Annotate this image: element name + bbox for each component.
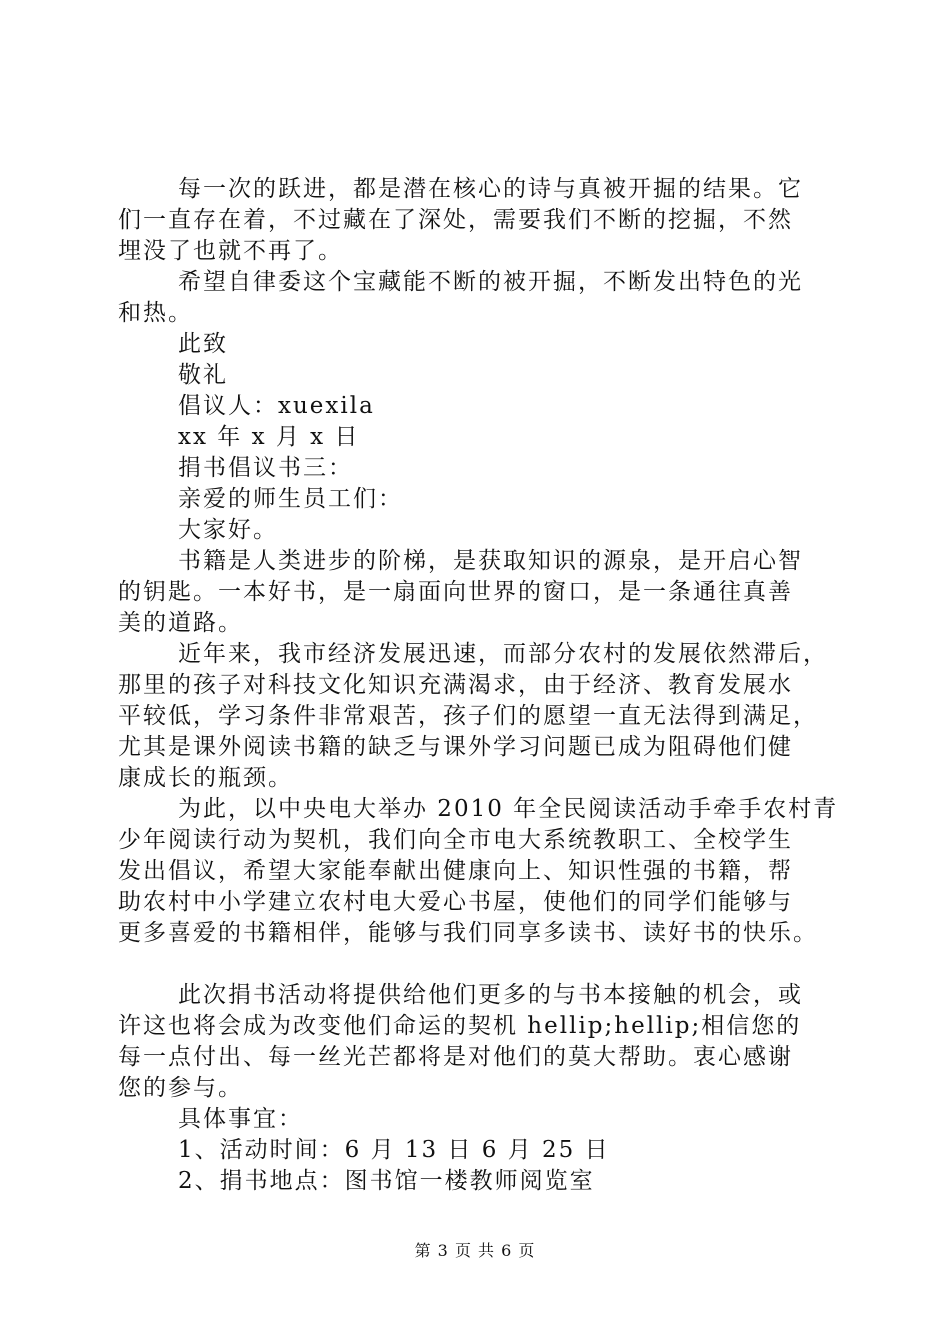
salutation-line: 亲爱的师生员工们： <box>178 486 403 512</box>
section-title: 捐书倡议书三： <box>178 455 353 481</box>
paragraph-line: 发出倡议，希望大家能奉献出健康向上、知识性强的书籍，帮 <box>118 858 793 884</box>
paragraph-line: 美的道路。 <box>118 610 243 636</box>
greeting-line: 大家好。 <box>178 517 278 543</box>
signature-line: 倡议人：xuexila <box>178 393 375 419</box>
paragraph-line: 近年来，我市经济发展迅速，而部分农村的发展依然滞后， <box>178 641 828 667</box>
paragraph-line: 此次捐书活动将提供给他们更多的与书本接触的机会，或 <box>178 982 803 1008</box>
list-item: 1、活动时间：6 月 13 日 6 月 25 日 <box>178 1137 610 1163</box>
closing-line: 此致 <box>178 331 228 357</box>
paragraph-line: 埋没了也就不再了。 <box>118 238 343 264</box>
paragraph-line: 康成长的瓶颈。 <box>118 765 293 791</box>
section-heading: 具体事宜： <box>178 1106 303 1132</box>
paragraph-line: 们一直存在着，不过藏在了深处，需要我们不断的挖掘，不然 <box>118 207 793 233</box>
paragraph-line: 的钥匙。一本好书，是一扇面向世界的窗口，是一条通往真善 <box>118 579 793 605</box>
paragraph-line: 平较低，学习条件非常艰苦，孩子们的愿望一直无法得到满足， <box>118 703 818 729</box>
closing-line: 敬礼 <box>178 362 228 388</box>
date-line: xx 年 x 月 x 日 <box>178 424 360 450</box>
blank-line <box>118 949 838 980</box>
paragraph-line: 那里的孩子对科技文化知识充满渴求，由于经济、教育发展水 <box>118 672 793 698</box>
paragraph-line: 更多喜爱的书籍相伴，能够与我们同享多读书、读好书的快乐。 <box>118 920 818 946</box>
page-number-footer: 第 3 页 共 6 页 <box>414 1241 536 1260</box>
paragraph-line: 为此，以中央电大举办 2010 年全民阅读活动手牵手农村青 <box>178 796 839 822</box>
paragraph-line: 您的参与。 <box>118 1075 243 1101</box>
paragraph-line: 尤其是课外阅读书籍的缺乏与课外学习问题已成为阻碍他们健 <box>118 734 793 760</box>
paragraph-line: 每一次的跃进，都是潜在核心的诗与真被开掘的结果。它 <box>178 176 803 202</box>
paragraph-line: 许这也将会成为改变他们命运的契机 hellip;hellip;相信您的 <box>118 1013 802 1039</box>
list-item: 2、捐书地点：图书馆一楼教师阅览室 <box>178 1168 595 1194</box>
paragraph-line: 每一点付出、每一丝光芒都将是对他们的莫大帮助。衷心感谢 <box>118 1044 793 1070</box>
paragraph-line: 和热。 <box>118 300 193 326</box>
paragraph-line: 希望自律委这个宝藏能不断的被开掘，不断发出特色的光 <box>178 269 803 295</box>
paragraph-line: 书籍是人类进步的阶梯，是获取知识的源泉，是开启心智 <box>178 548 803 574</box>
paragraph-line: 少年阅读行动为契机，我们向全市电大系统教职工、全校学生 <box>118 827 793 853</box>
paragraph-line: 助农村中小学建立农村电大爱心书屋，使他们的同学们能够与 <box>118 889 793 915</box>
document-body <box>118 174 838 1197</box>
